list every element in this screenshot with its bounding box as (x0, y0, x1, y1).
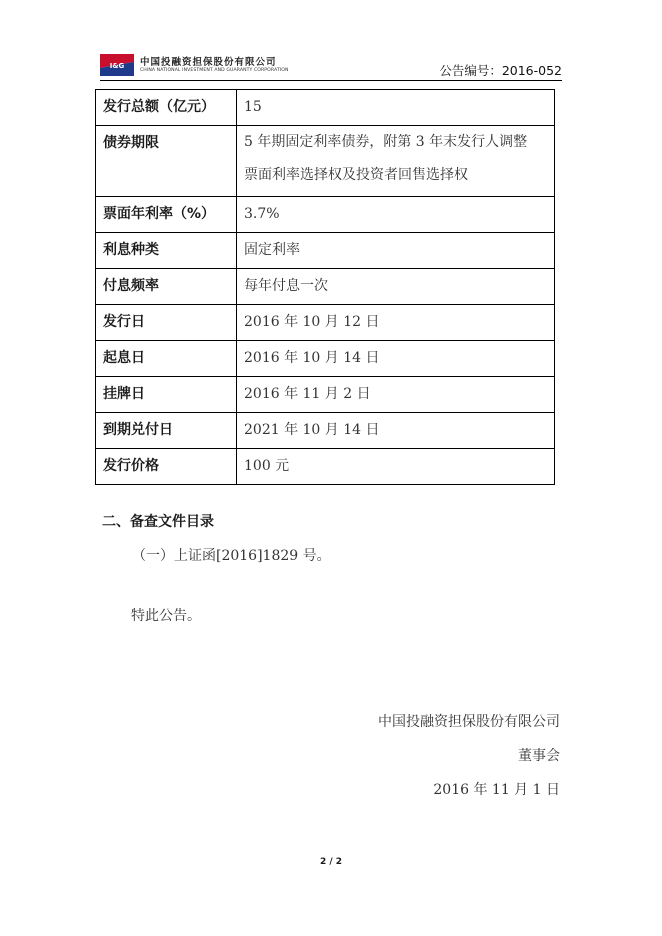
company-name-cn: 中国投融资担保股份有限公司 (140, 57, 277, 68)
row-value: 2016 年 10 月 12 日 (237, 305, 555, 341)
row-value: 固定利率 (237, 233, 555, 269)
signature-company: 中国投融资担保股份有限公司 (378, 714, 560, 730)
row-label: 发行日 (96, 305, 237, 341)
table-row (96, 90, 555, 126)
page-header (100, 50, 562, 80)
row-value (237, 126, 555, 197)
row-label: 发行价格 (96, 449, 237, 485)
table-row (96, 377, 555, 413)
row-value-line: 5 年期固定利率债券，附第 3 年末发行人调整 (244, 134, 528, 150)
table-row (96, 269, 555, 305)
section-title: 二、备查文件目录 (102, 514, 214, 530)
row-value: 2021 年 10 月 14 日 (237, 413, 555, 449)
table-row (96, 341, 555, 377)
logo-badge-text: I&G (109, 62, 125, 70)
row-label: 起息日 (96, 341, 237, 377)
row-label: 债券期限 (96, 126, 237, 197)
row-value: 15 (237, 90, 555, 126)
row-label: 到期兑付日 (96, 413, 237, 449)
row-label: 挂牌日 (96, 377, 237, 413)
row-value: 每年付息一次 (237, 269, 555, 305)
reference-document-item: （一）上证函[2016]1829 号。 (132, 548, 331, 564)
row-value: 3.7% (237, 197, 555, 233)
row-label: 利息种类 (96, 233, 237, 269)
closing-statement: 特此公告。 (131, 608, 201, 624)
signature-board: 董事会 (518, 748, 560, 764)
table-row (96, 449, 555, 485)
row-value: 2016 年 10 月 14 日 (237, 341, 555, 377)
table-row (96, 126, 555, 197)
company-logo-icon (100, 54, 134, 76)
row-label: 发行总额（亿元） (96, 90, 237, 126)
table-row (96, 413, 555, 449)
bond-terms-table (95, 89, 555, 485)
header-divider (100, 80, 562, 81)
row-value: 100 元 (237, 449, 555, 485)
row-label: 票面年利率（%） (96, 197, 237, 233)
row-value: 2016 年 11 月 2 日 (237, 377, 555, 413)
row-value-line: 票面利率选择权及投资者回售选择权 (244, 167, 468, 183)
table-row (96, 233, 555, 269)
company-name-en: CHINA NATIONAL INVESTMENT AND GUARANTY CORPORATION (140, 68, 289, 73)
table-row (96, 197, 555, 233)
announcement-number: 公告编号：2016-052 (439, 63, 562, 78)
row-label: 付息频率 (96, 269, 237, 305)
table-row (96, 305, 555, 341)
page-number: 2 / 2 (319, 857, 343, 867)
signature-date: 2016 年 11 月 1 日 (433, 782, 560, 798)
